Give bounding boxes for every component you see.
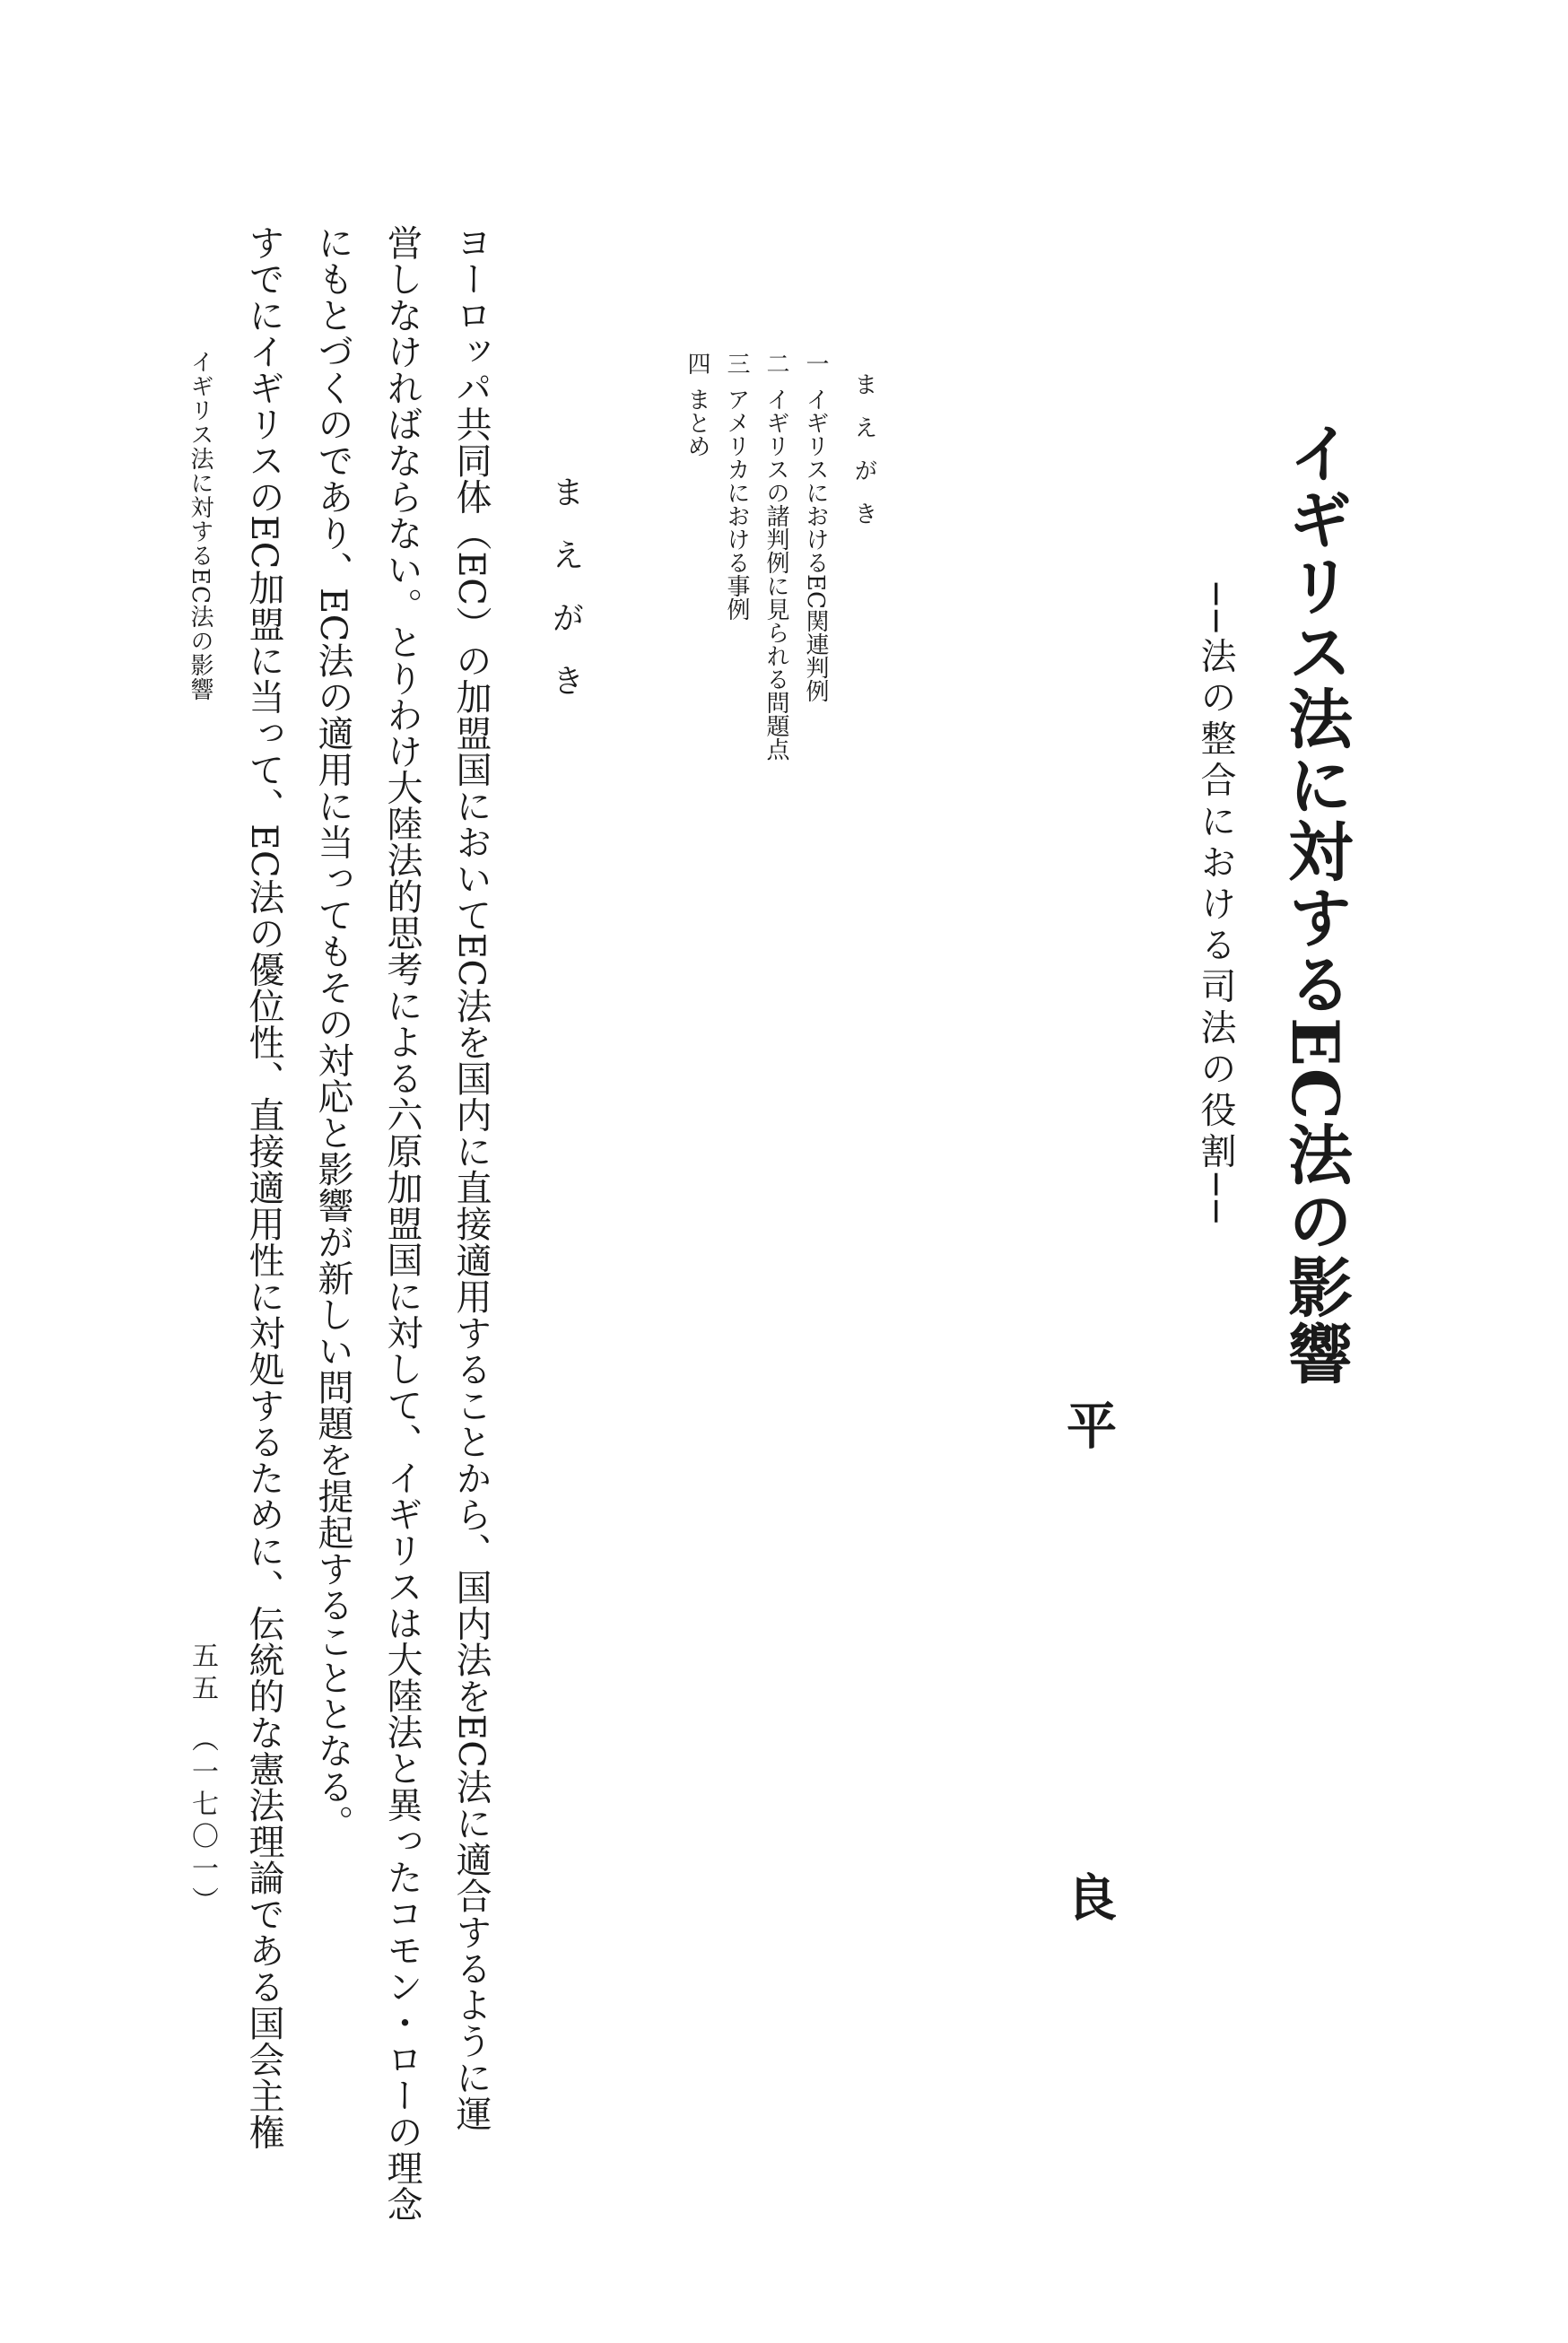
page-number: 五五 （一七〇一） (187, 1642, 218, 1919)
toc-item-number: 三 (723, 352, 750, 375)
section-heading: まえがき (547, 475, 584, 727)
toc-item-text: イギリスの諸判例に見られる問題点 (762, 388, 789, 761)
body-line: ヨーロッパ共同体（EC）の加盟国においてEC法を国内に直接適用することから、国内法をEC法に適合するように運 (450, 224, 492, 2132)
toc-item (725, 352, 748, 621)
toc-item (764, 352, 788, 761)
toc-item-text: アメリカにおける事例 (723, 388, 750, 621)
article-subtitle: ──法の整合における司法の役割── (1195, 583, 1236, 1228)
running-title: イギリス法に対するEC法の影響 (187, 350, 213, 701)
article-title: イギリス法に対するEC法の影響 (1277, 420, 1354, 1388)
author-name: 平良 (1058, 1399, 1118, 2343)
toc-item-text: まとめ (684, 388, 710, 457)
toc-item-number: 二 (762, 352, 789, 375)
body-line: すでにイギリスのEC加盟に当って、EC法の優位性、直接適用性に対処するために、伝統的な憲法理論である国会主権 (243, 224, 284, 2150)
toc-item (685, 352, 709, 457)
toc-item-number: 四 (684, 352, 710, 375)
toc-item-number: 一 (802, 352, 829, 375)
body-line: にもとづくのであり、EC法の適用に当ってもその対応と影響が新しい問題を提起することとなる。 (312, 224, 353, 1842)
toc-item (804, 352, 827, 702)
toc-item-text: イギリスにおけるEC関連判例 (802, 388, 829, 702)
toc-heading: まえがき (850, 372, 877, 544)
body-line: 営しなければならない。とりわけ大陸法的思考による六原加盟国に対して、イギリスは大陸法と異ったコモン・ローの理念 (381, 224, 422, 2223)
